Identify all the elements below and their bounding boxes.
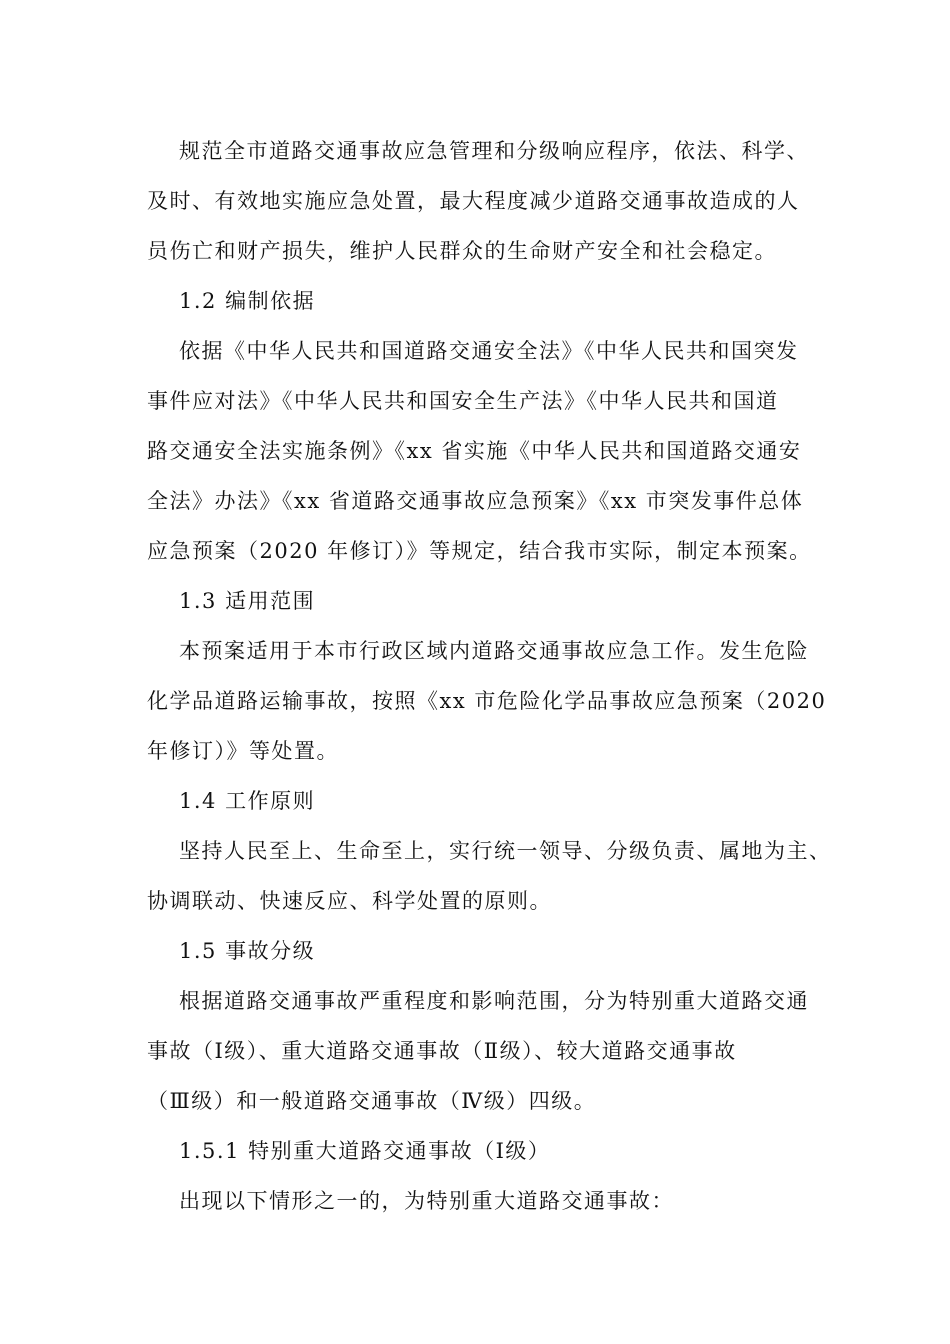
paragraph-line: 员伤亡和财产损失，维护人民群众的生命财产安全和社会稳定。	[147, 239, 777, 263]
paragraph-line: 坚持人民至上、生命至上，实行统一领导、分级负责、属地为主、	[179, 839, 832, 863]
paragraph-line: 根据道路交通事故严重程度和影响范围，分为特别重大道路交通	[179, 989, 809, 1013]
paragraph-line: 依据《中华人民共和国道路交通安全法》《中华人民共和国突发	[179, 339, 799, 363]
paragraph-line: 化学品道路运输事故，按照《xx 市危险化学品事故应急预案（2020	[147, 689, 827, 713]
paragraph-line: 本预案适用于本市行政区域内道路交通事故应急工作。发生危险	[179, 639, 809, 663]
paragraph-line: 出现以下情形之一的，为特别重大道路交通事故：	[179, 1189, 674, 1213]
paragraph-line: 及时、有效地实施应急处置，最大程度减少道路交通事故造成的人	[147, 189, 800, 213]
paragraph-line: 规范全市道路交通事故应急管理和分级响应程序，依法、科学、	[179, 139, 809, 163]
paragraph-line: （Ⅲ级）和一般道路交通事故（Ⅳ级）四级。	[147, 1089, 597, 1113]
section-heading: 1.4 工作原则	[179, 789, 316, 813]
paragraph-line: 年修订）》等处置。	[147, 739, 339, 763]
section-heading: 1.2 编制依据	[179, 289, 316, 313]
section-heading: 1.5.1 特别重大道路交通事故（Ⅰ级）	[179, 1139, 551, 1163]
paragraph-line: 事件应对法》《中华人民共和国安全生产法》《中华人民共和国道	[147, 389, 779, 413]
paragraph-line: 应急预案（2020 年修订）》等规定，结合我市实际，制定本预案。	[147, 539, 812, 563]
paragraph-line: 路交通安全法实施条例》《xx 省实施《中华人民共和国道路交通安	[147, 439, 802, 463]
paragraph-line: 协调联动、快速反应、科学处置的原则。	[147, 889, 552, 913]
section-heading: 1.5 事故分级	[179, 939, 316, 963]
paragraph-line: 全法》办法》《xx 省道路交通事故应急预案》《xx 市突发事件总体	[147, 489, 804, 513]
paragraph-line: 事故（Ⅰ级）、重大道路交通事故（Ⅱ级）、较大道路交通事故	[147, 1039, 737, 1063]
section-heading: 1.3 适用范围	[179, 589, 316, 613]
